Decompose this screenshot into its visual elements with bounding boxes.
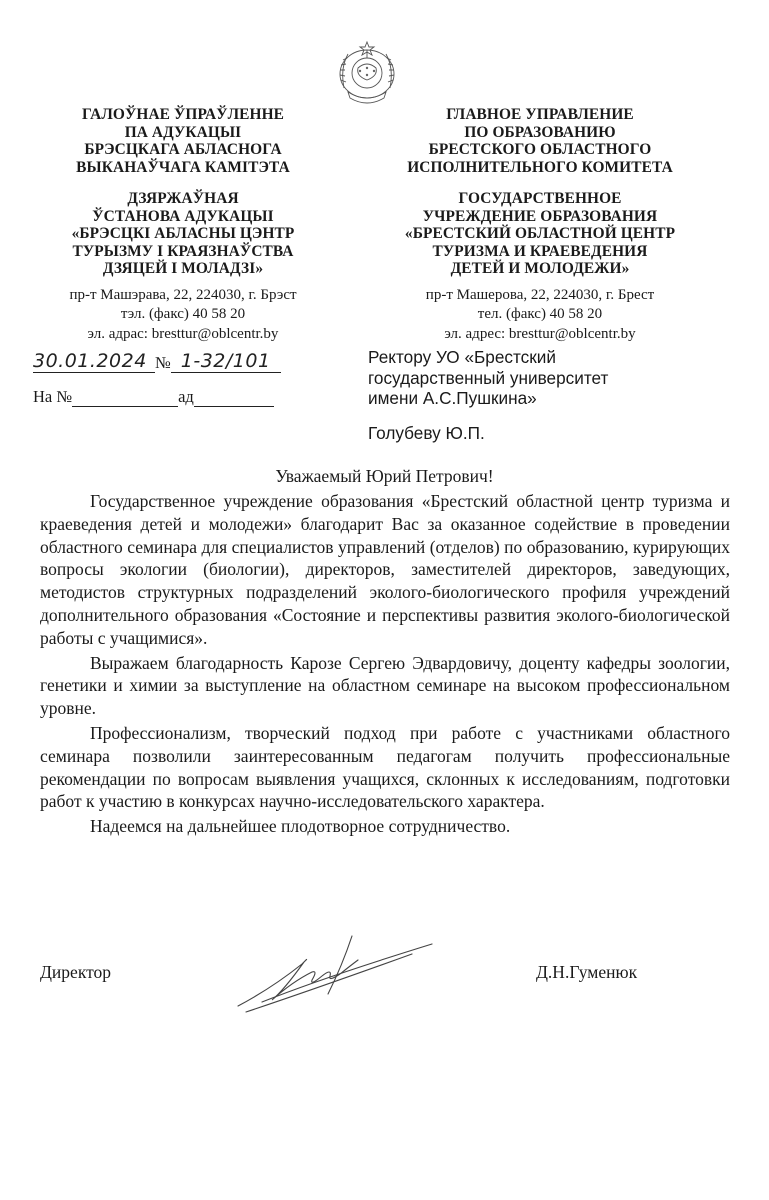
handwritten-signature (232, 930, 442, 1020)
signer-position: Директор (40, 962, 112, 982)
org-line: БРЕСТСКОГО ОБЛАСТНОГО (428, 141, 652, 158)
org-name-be (18, 106, 348, 176)
inst-line: ГОСУДАРСТВЕННОЕ (458, 190, 622, 207)
doc-date: 30.01.2024 (33, 350, 147, 372)
institution-name-be (18, 190, 348, 278)
org-line: ИСПОЛНИТЕЛЬНОГО КОМИТЕТА (407, 158, 673, 176)
reference-row (33, 384, 303, 418)
phone: тел. (факс) 40 58 20 (477, 306, 603, 322)
inst-line: «БРЭСЦКІ АБЛАСНЫ ЦЭНТР (71, 225, 295, 242)
recipient-line: Ректору УО «Брестский (368, 347, 556, 367)
paragraph: Выражаем благодарность Карозе Сергею Эдвардовичу, доценту кафедры зоологии, генетики и химии за выступление на областном семинаре на высоком профессиональном уровне. (40, 652, 730, 719)
paragraph: Надеемся на дальнейшее плодотворное сотрудничество. (90, 816, 511, 837)
email: эл. адрес: bresttur@oblcentr.by (444, 325, 636, 342)
org-name-ru (375, 106, 705, 176)
state-emblem-icon (334, 38, 400, 108)
paragraph: Государственное учреждение образования «Брестский областной центр туризма и краеведения детей и молодежи» благодарит Вас за оказанное содействие в проведении областного семинара для специалистов управлений (отделов) по образованию, курирующих вопросы экологии (биологии), директоров, заместителей директоров, заведующих, методистов структурных подразделений эколого-биологического профиля учреждений дополнительного образования «Состояние и перспективы развития эколого-биологической работы с учащимися». (40, 491, 730, 648)
address: пр-т Машэрава, 22, 224030, г. Брэст (69, 286, 297, 303)
org-line: БРЭСЦКАГА АБЛАСНОГА (84, 141, 282, 158)
org-line: ПА АДУКАЦЫІ (124, 123, 242, 141)
salutation: Уважаемый Юрий Петрович! (275, 466, 494, 486)
registration-block (33, 350, 303, 418)
contacts-ru (375, 286, 705, 345)
inst-line: ТУРЫЗМУ І КРАЯЗНАЎСТВА (72, 242, 294, 260)
org-line: ПО ОБРАЗОВАНИЮ (464, 123, 616, 141)
paragraph: Профессионализм, творческий подход при работе с участниками областного семинара позволили заинтересованным педагогам получить профессиональные рекомендации по вопросам выявления учащихся, склонных к исследованиям, подготовки работ к участию в конкурсах научно-исследовательского характера. (40, 722, 730, 812)
header-russian (375, 106, 705, 344)
recipient-line: имени А.С.Пушкина» (368, 388, 537, 408)
recipient-name: Голубеву Ю.П. (368, 422, 485, 443)
recipient-line: государственный университет (368, 367, 609, 388)
outgoing-number-row (33, 350, 303, 384)
contacts-be (18, 286, 348, 345)
signer-name: Д.Н.Гуменюк (536, 962, 638, 982)
inst-line: УЧРЕЖДЕНИЕ ОБРАЗОВАНИЯ (422, 207, 658, 225)
org-line: ВЫКАНАЎЧАГА КАМІТЭТА (76, 158, 290, 176)
doc-number: 1-32/101 (180, 350, 271, 372)
inst-line: ДЕТЕЙ И МОЛОДЕЖИ» (450, 260, 630, 277)
letter-body (40, 490, 730, 840)
inst-line: ЎСТАНОВА АДУКАЦЫІ (92, 207, 274, 225)
inst-line: ДЗЯЦЕЙ І МОЛАДЗІ» (102, 260, 264, 277)
inst-line: ДЗЯРЖАЎНАЯ (127, 190, 239, 207)
org-line: ГЛАВНОЕ УПРАВЛЕНИЕ (446, 106, 634, 123)
ref-from: ад (178, 387, 194, 406)
institution-name-ru (375, 190, 705, 278)
inst-line: «БРЕСТСКИЙ ОБЛАСТНОЙ ЦЕНТР (404, 225, 676, 242)
number-sign: № (155, 353, 171, 372)
ref-label: На № (33, 387, 73, 406)
inst-line: ТУРИЗМА И КРАЕВЕДЕНИЯ (432, 242, 648, 260)
org-line: ГАЛОЎНАЕ ЎПРАЎЛЕННЕ (81, 106, 285, 123)
address: пр-т Машерова, 22, 224030, г. Брест (425, 286, 655, 303)
header-belarusian (18, 106, 348, 344)
phone: тэл. (факс) 40 58 20 (120, 306, 246, 322)
recipient-block (368, 347, 608, 443)
email: эл. адрас: bresttur@oblcentr.by (87, 325, 279, 342)
